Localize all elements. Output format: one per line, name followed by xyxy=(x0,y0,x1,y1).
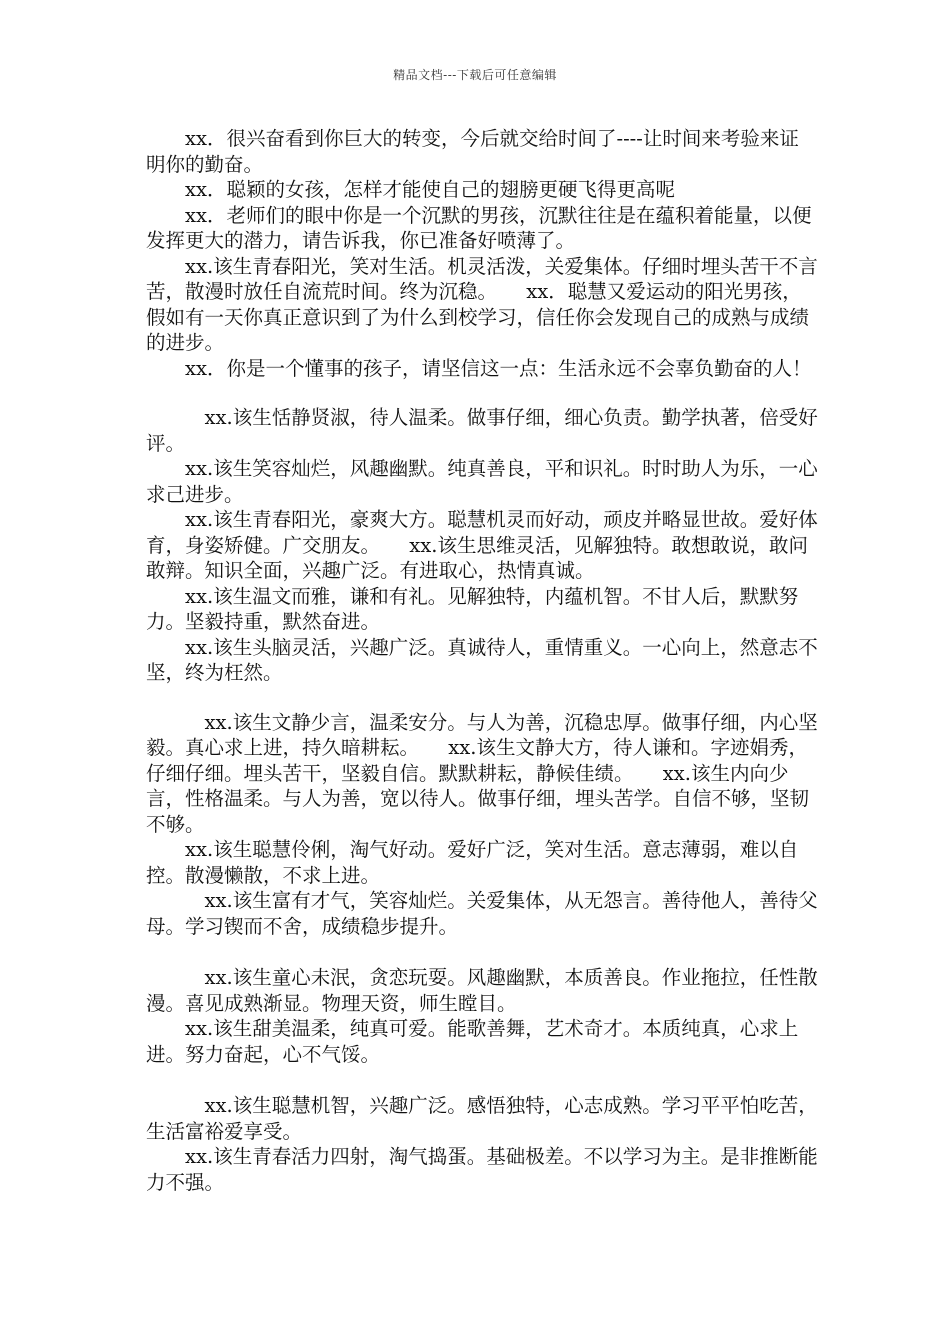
paragraph: xx.该生青春阳光，豪爽大方。聪慧机灵而好动，顽皮并略显世故。爱好体育，身姿矫健。广交朋友。 xx.该生思维灵活，见解独特。敢想敢说，敢问敢辩。知识全面，兴趣广泛。有进取心，热情真诚。 xyxy=(146,508,818,582)
spacer xyxy=(146,939,818,965)
paragraph: xx.该生温文而雅，谦和有礼。见解独特，内蕴机智。不甘人后，默默努力。坚毅持重，默然奋进。 xyxy=(146,584,799,633)
paragraph: xx.该生甜美温柔，纯真可爱。能歌善舞，艺术奇才。本质纯真，心求上进。努力奋起，心不气馁。 xyxy=(146,1017,799,1066)
spacer xyxy=(146,686,818,710)
paragraph: xx.该生童心未泯，贪恋玩耍。风趣幽默，本质善良。作业拖拉，任性散漫。喜见成熟渐显。物理天资，师生瞠目。 xyxy=(146,966,818,1015)
spacer xyxy=(146,1067,818,1093)
spacer xyxy=(146,381,818,405)
paragraph: xx.该生聪慧伶俐，淘气好动。爱好广泛，笑对生活。意志薄弱，难以自控。散漫懒散，不求上进。 xyxy=(146,838,799,887)
paragraph: xx.该生文静少言，温柔安分。与人为善，沉稳忠厚。做事仔细，内心坚毅。真心求上进，持久暗耕耘。 xx.该生文静大方，待人谦和。字迹娟秀，仔细仔细。埋头苦干，坚毅自信。默默耕耘，静候佳绩。 xx.该生内向少言，性格温柔。与人为善，宽以待人。做事仔细，埋头苦学。自信不够，坚韧不够。 xyxy=(146,710,818,836)
paragraph: xx.该生笑容灿烂，风趣幽默。纯真善良，平和识礼。时时助人为乐，一心求己进步。 xyxy=(146,457,818,506)
document-body xyxy=(146,126,818,1195)
paragraph: xx.该生头脑灵活，兴趣广泛。真诚待人，重情重义。一心向上，然意志不坚，终为枉然。 xyxy=(146,635,818,684)
paragraph: xx.该生恬静贤淑，待人温柔。做事仔细，细心负责。勤学执著，倍受好评。 xyxy=(146,406,818,455)
paragraph: xx.该生富有才气，笑容灿烂。关爱集体，从无怨言。善待他人，善待父母。学习锲而不舍，成绩稳步提升。 xyxy=(146,889,818,938)
paragraph: xx．老师们的眼中你是一个沉默的男孩，沉默往往是在蕴积着能量，以便发挥更大的潜力，请告诉我，你已准备好喷薄了。 xyxy=(146,203,812,252)
paragraph: xx.该生青春阳光，笑对生活。机灵活泼，关爱集体。仔细时埋头苦干不言苦，散漫时放任自流荒时间。终为沉稳。 xx．聪慧又爱运动的阳光男孩，假如有一天你真正意识到了为什么到校学习，信任你会发现自己的成熟与成绩的进步。 xyxy=(146,254,818,354)
paragraph: xx.该生聪慧机智，兴趣广泛。感悟独特，心志成熟。学习平平怕吃苦，生活富裕爱享受。 xyxy=(146,1094,818,1143)
paragraph: xx．你是一个懂事的孩子，请坚信这一点：生活永远不会辜负勤奋的人！ xyxy=(185,356,812,380)
page-header: 精品文档---下载后可任意编辑 xyxy=(393,68,557,82)
paragraph: xx．聪颖的女孩，怎样才能使自己的翅膀更硬飞得更高呢 xyxy=(185,178,675,201)
paragraph: xx.该生青春活力四射，淘气捣蛋。基础极差。不以学习为主。是非推断能力不强。 xyxy=(146,1145,818,1194)
paragraph: xx．很兴奋看到你巨大的转变，今后就交给时间了----让时间来考验来证明你的勤奋。 xyxy=(146,127,799,176)
